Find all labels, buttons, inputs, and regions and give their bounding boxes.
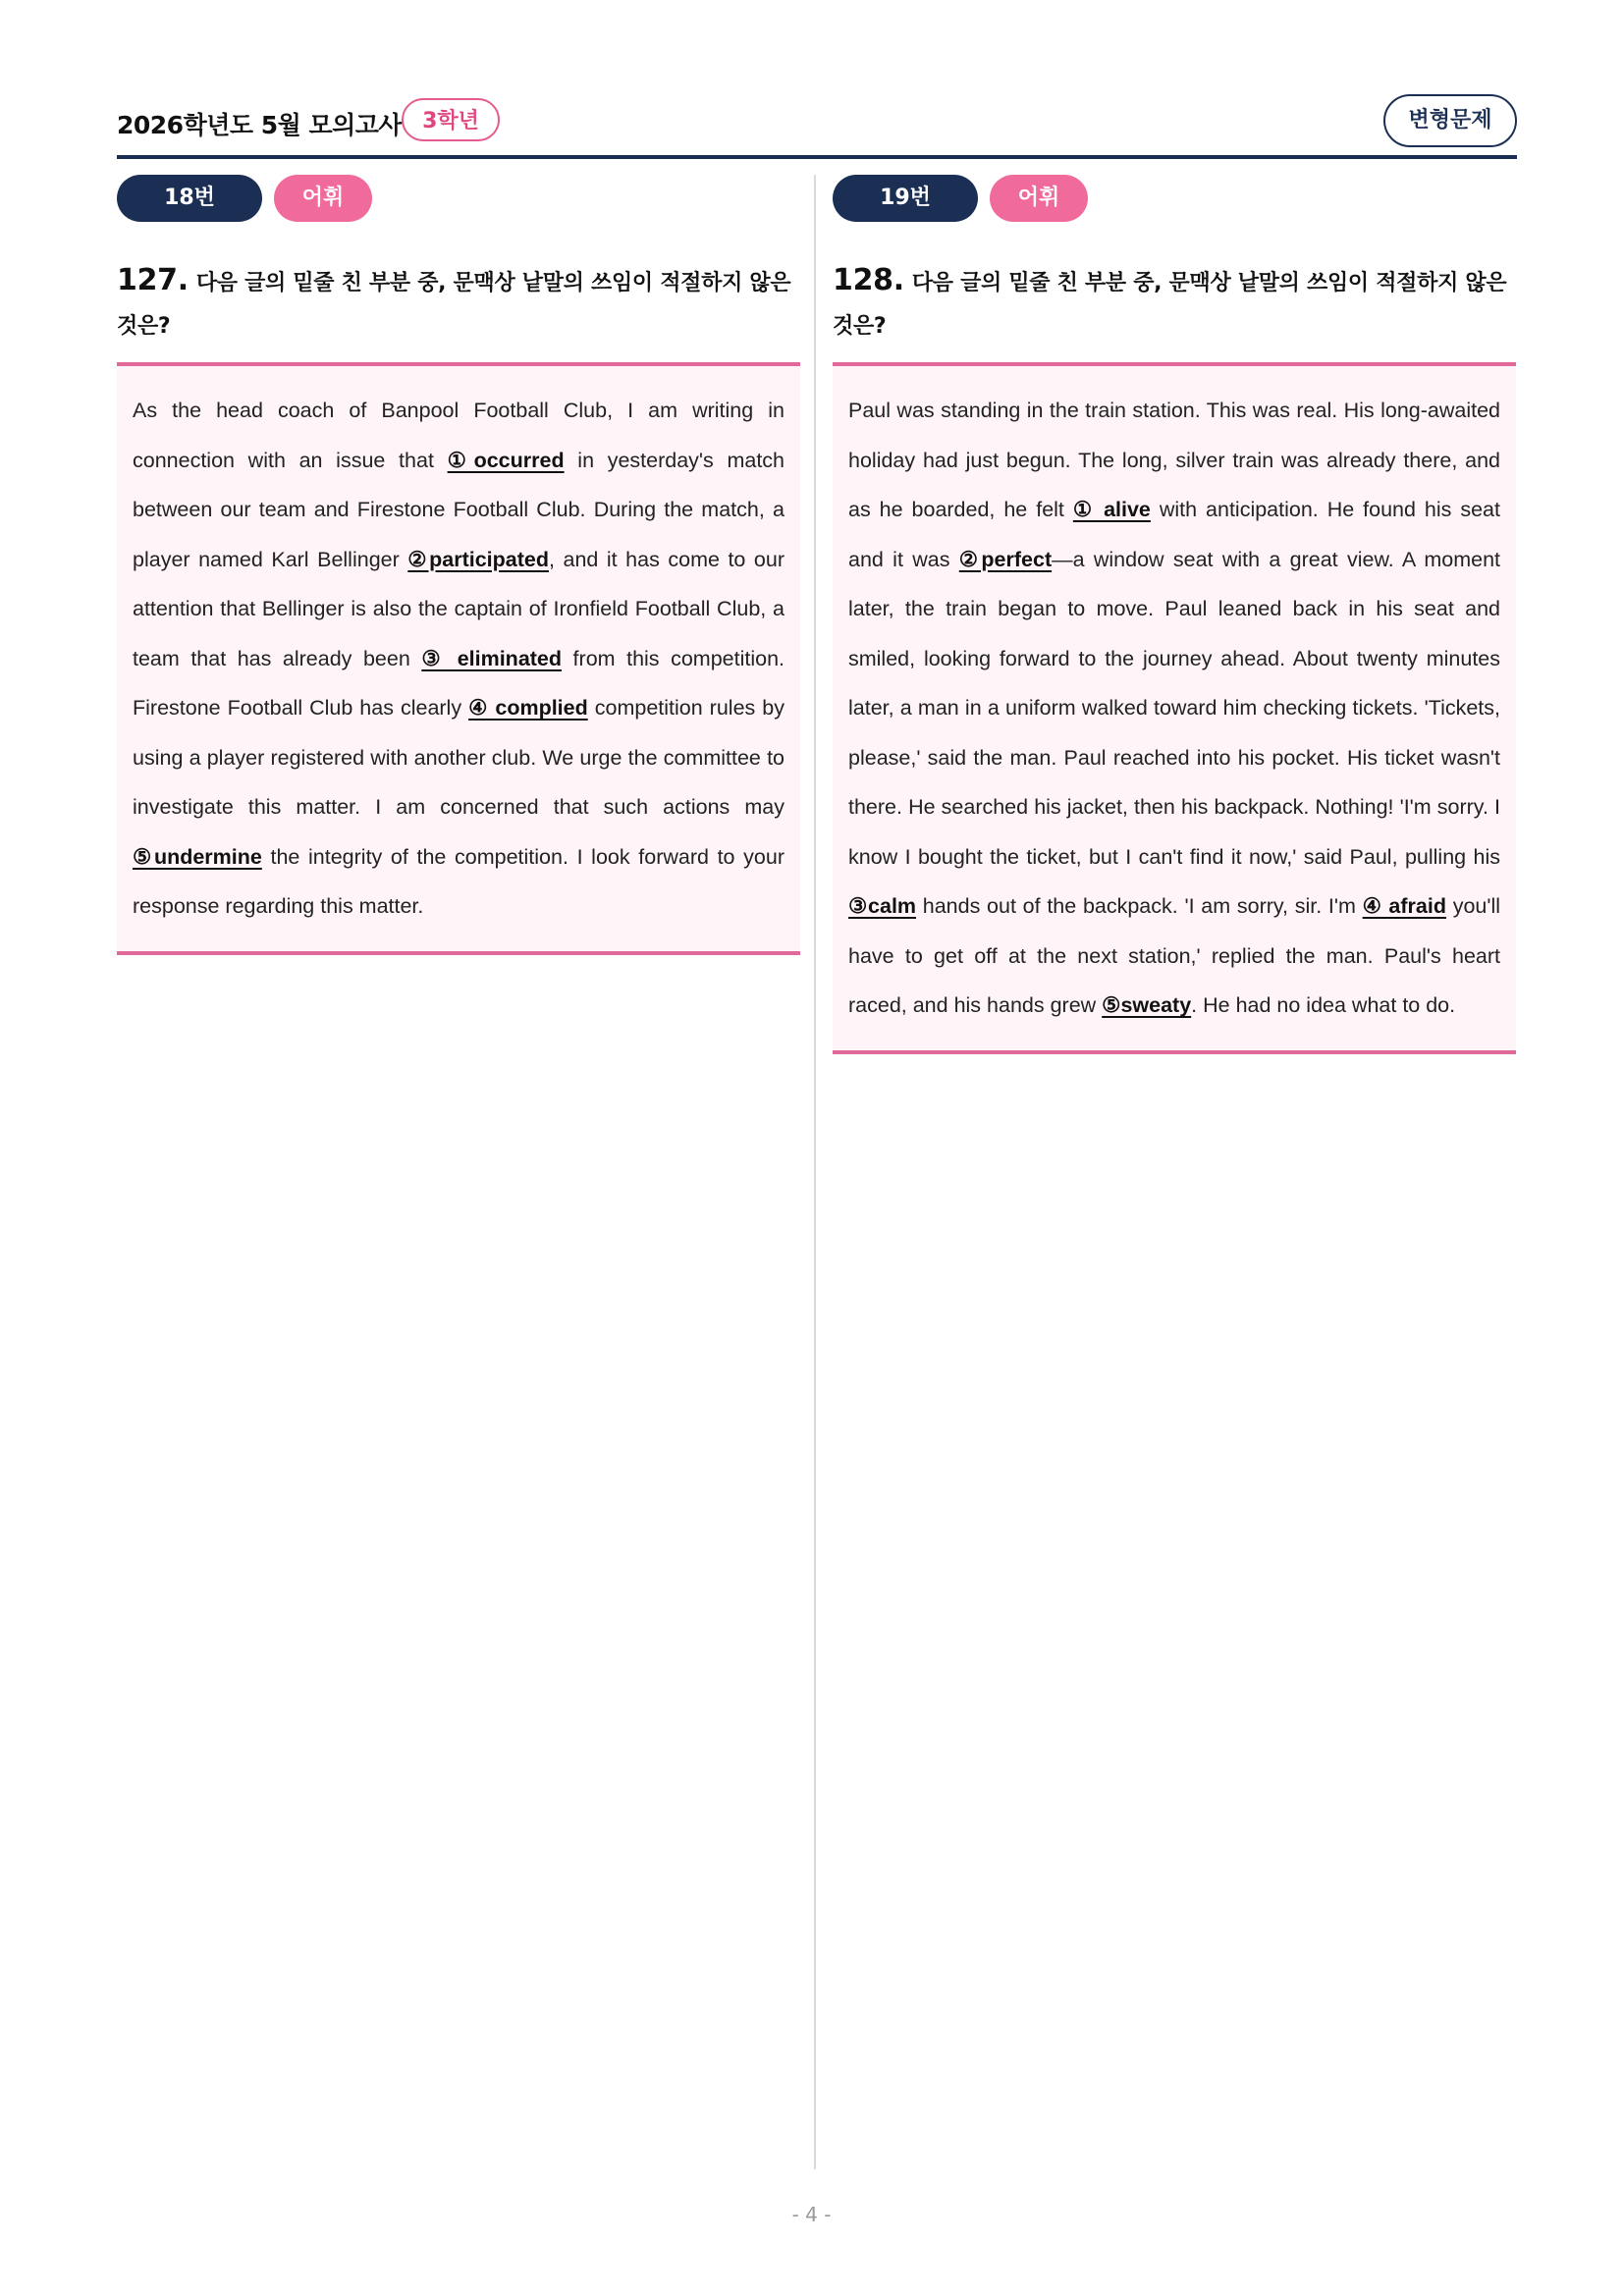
type-badge: 변형문제	[1383, 94, 1517, 147]
passage-segment: hands out of the backpack. 'I am sorry, sir. I'm	[916, 894, 1363, 918]
passage-box	[117, 362, 800, 955]
underlined-choice: ⑤undermine	[133, 844, 262, 869]
page-header	[117, 98, 1517, 159]
passage-segment: . He had no idea what to do.	[1191, 993, 1456, 1017]
page-number: - 4 -	[791, 2203, 832, 2226]
question-tags	[117, 175, 800, 222]
underlined-choice: ③calm	[848, 894, 917, 918]
question-prompt	[117, 259, 800, 348]
passage-segment: Paul was standing in the train station. This was real. His long-awaited holiday had just begun. The long, silver train was already there, and as he boarded, he felt	[848, 399, 1500, 521]
underlined-choice: ④ complied	[468, 696, 588, 720]
exam-title: 2026학년도 5월 모의고사	[117, 111, 403, 139]
underlined-choice: ③ eliminated	[421, 646, 563, 670]
underlined-choice: ②participated	[407, 547, 549, 571]
question-number: 128.	[833, 263, 904, 297]
column-divider	[814, 175, 816, 2169]
passage-segment: with anticipation. He found his seat and it was	[848, 498, 1500, 571]
question-column-left	[117, 175, 800, 955]
passage-text	[133, 386, 784, 932]
question-tags	[833, 175, 1516, 222]
category-tag: 어휘	[274, 175, 372, 222]
passage-segment: in yesterday's match between our team and Firestone Football Club. During the match, a player named Karl Bellinger	[133, 448, 785, 571]
header-divider	[117, 155, 1517, 159]
passage-segment: competition rules by using a player registered with another club. We urge the committee to investigate this matter. I am concerned that such actions may	[133, 696, 784, 819]
passage-segment: the integrity of the competition. I look forward to your response regarding this matter.	[133, 844, 784, 918]
underlined-choice: ④ afraid	[1362, 894, 1446, 918]
question-text: 다음 글의 밑줄 친 부분 중, 문맥상 낱말의 쓰임이 적절하지 않은 것은?	[117, 271, 791, 339]
underlined-choice: ⑤sweaty	[1102, 993, 1192, 1017]
underlined-choice: ②perfect	[958, 547, 1053, 571]
question-number: 127.	[117, 263, 189, 297]
passage-box	[833, 362, 1516, 1054]
passage-segment: from this competition. Firestone Football Club has clearly	[133, 646, 784, 720]
question-column-right	[833, 175, 1516, 1054]
underlined-choice: ① alive	[1072, 498, 1151, 521]
source-number-tag: 18번	[117, 175, 262, 222]
question-prompt	[833, 259, 1516, 348]
passage-segment: you'll have to get off at the next station,' replied the man. Paul's heart raced, and his hands grew	[848, 894, 1501, 1017]
category-tag: 어휘	[990, 175, 1088, 222]
passage-text	[848, 386, 1500, 1031]
passage-segment: —a window seat with a great view. A moment later, the train began to move. Paul leaned back in his seat and smiled, looking forward to the journey ahead. About twenty minutes later, a man in a uniform walked toward him checking tickets. 'Tickets, please,' said the man. Paul reached into his pocket. His ticket wasn't there. He searched his jacket, then his backpack. Nothing! 'I'm sorry. I know I bought the ticket, but I can't find it now,' said Paul, pulling his	[848, 547, 1501, 869]
grade-badge: 3학년	[402, 98, 500, 141]
underlined-choice: ①occurred	[447, 448, 565, 472]
question-text: 다음 글의 밑줄 친 부분 중, 문맥상 낱말의 쓰임이 적절하지 않은 것은?	[833, 271, 1507, 339]
passage-segment: , and it has come to our attention that Bellinger is also the captain of Ironfield Football Club, a team that has already been	[133, 547, 784, 670]
passage-segment: As the head coach of Banpool Football Club, I am writing in connection with an issue that	[133, 399, 784, 472]
source-number-tag: 19번	[833, 175, 978, 222]
